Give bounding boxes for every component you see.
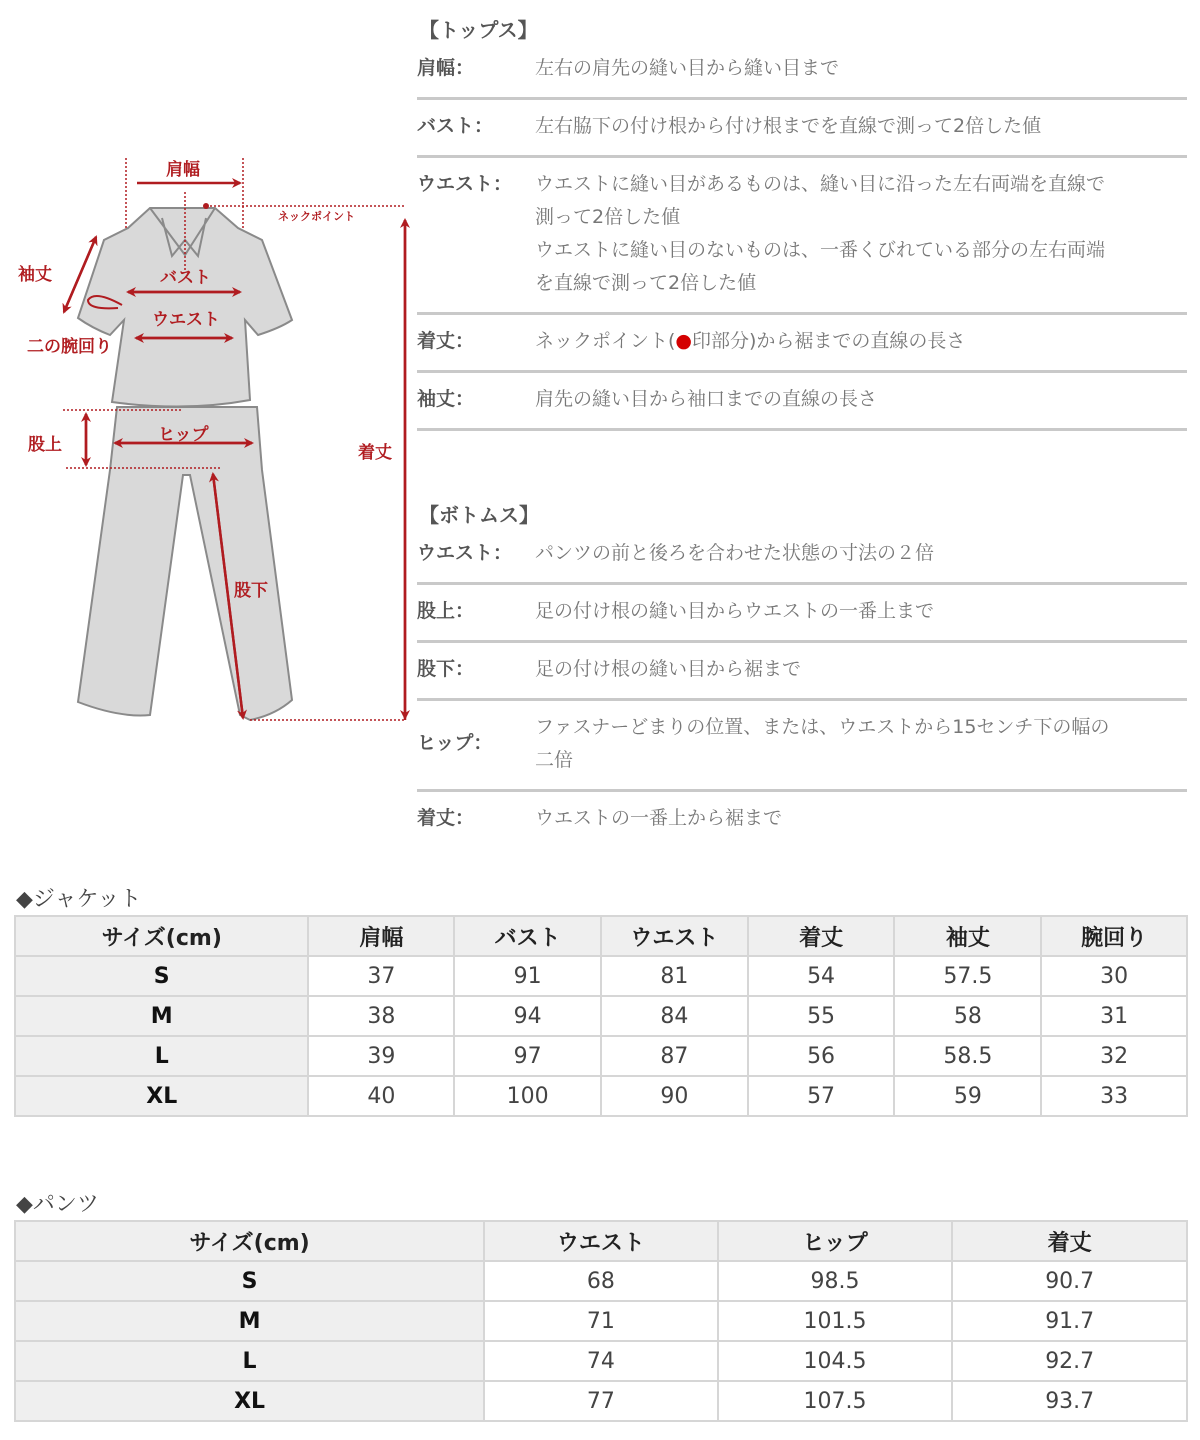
table-row [15, 1036, 1187, 1076]
definition-row [417, 585, 1187, 643]
jacket-table-title: ◆ジャケット [16, 887, 142, 912]
table-cell: 77 [484, 1381, 718, 1421]
definition-term: 肩幅： [417, 57, 475, 79]
column-header: 肩幅 [308, 916, 454, 956]
definition-desc: 肩先の縫い目から袖口までの直線の長さ [535, 388, 878, 410]
garment-illustration [0, 140, 420, 740]
jacket-size-table [14, 915, 1188, 1117]
table-cell: 98.5 [718, 1261, 953, 1301]
table-cell: 39 [308, 1036, 454, 1076]
definition-term: 股下： [417, 658, 475, 680]
table-cell: 97 [454, 1036, 601, 1076]
table-cell: 58.5 [894, 1036, 1041, 1076]
definition-row [417, 701, 1187, 792]
table-cell: 38 [308, 996, 454, 1036]
column-header: 着丈 [748, 916, 895, 956]
tops-section-title: 【トップス】 [419, 18, 538, 42]
definition-desc: 左右脇下の付け根から付け根までを直線で測って2倍した値 [535, 115, 1042, 137]
size-cell: L [15, 1341, 484, 1381]
measurement-definitions [417, 12, 1187, 847]
table-cell: 32 [1041, 1036, 1187, 1076]
definition-desc: ウエストに縫い目があるものは、縫い目に沿った左右両端を直線で 測って2倍した値 ウエストに縫い目のないものは、一番くびれている部分の左右両端 を直線で測って2倍した値 [535, 173, 1106, 294]
table-header-row [15, 1221, 1187, 1261]
table-cell: 56 [748, 1036, 895, 1076]
definition-row [417, 48, 1187, 100]
size-cell: XL [15, 1381, 484, 1421]
table-cell: 40 [308, 1076, 454, 1116]
table-cell: 33 [1041, 1076, 1187, 1116]
table-cell: 54 [748, 956, 895, 996]
definition-row [417, 533, 1187, 585]
label-sleeve: 袖丈 [18, 265, 52, 285]
definition-row [417, 643, 1187, 701]
table-cell: 71 [484, 1301, 718, 1341]
size-cell: S [15, 956, 308, 996]
label-rise: 股上 [28, 435, 62, 455]
table-cell: 58 [894, 996, 1041, 1036]
table-cell: 31 [1041, 996, 1187, 1036]
definition-row [417, 100, 1187, 158]
size-cell: XL [15, 1076, 308, 1116]
table-row [15, 1341, 1187, 1381]
label-waist: ウエスト [152, 310, 220, 330]
definition-desc: 左右の肩先の縫い目から縫い目まで [535, 57, 840, 79]
label-bust: バスト [160, 268, 211, 288]
definition-desc: パンツの前と後ろを合わせた状態の寸法の２倍 [535, 542, 935, 564]
table-cell: 84 [601, 996, 748, 1036]
table-cell: 107.5 [718, 1381, 953, 1421]
table-cell: 91 [454, 956, 601, 996]
column-header: 袖丈 [894, 916, 1041, 956]
definition-row [417, 792, 1187, 847]
definition-desc: 足の付け根の縫い目から裾まで [535, 658, 802, 680]
size-cell: M [15, 1301, 484, 1341]
table-row [15, 1381, 1187, 1421]
table-cell: 57.5 [894, 956, 1041, 996]
pants-table-title: ◆パンツ [16, 1192, 99, 1217]
table-cell: 100 [454, 1076, 601, 1116]
label-upper-arm: 二の腕回り [27, 337, 112, 357]
table-cell: 55 [748, 996, 895, 1036]
size-cell: M [15, 996, 308, 1036]
definition-term: ウエスト： [417, 173, 513, 195]
table-cell: 74 [484, 1341, 718, 1381]
table-cell: 30 [1041, 956, 1187, 996]
table-cell: 90 [601, 1076, 748, 1116]
table-cell: 90.7 [952, 1261, 1187, 1301]
table-cell: 91.7 [952, 1301, 1187, 1341]
definition-row [417, 158, 1187, 315]
definition-desc: ネックポイント(●印部分)から裾までの直線の長さ [535, 330, 966, 352]
size-cell: L [15, 1036, 308, 1076]
column-header: ウエスト [484, 1221, 718, 1261]
definition-desc: ウエストの一番上から裾まで [535, 807, 783, 829]
definition-term: 股上： [417, 600, 475, 622]
definition-desc: 足の付け根の縫い目からウエストの一番上まで [535, 600, 935, 622]
label-neck-point: ネックポイント [278, 210, 355, 223]
column-header: バスト [454, 916, 601, 956]
definition-term: 着丈： [417, 807, 475, 829]
table-header-row [15, 916, 1187, 956]
definition-desc: ファスナーどまりの位置、または、ウエストから15センチ下の幅の 二倍 [535, 716, 1110, 771]
column-header: 腕回り [1041, 916, 1187, 956]
column-header: ヒップ [718, 1221, 953, 1261]
label-inseam: 股下 [234, 581, 268, 601]
table-row [15, 996, 1187, 1036]
definition-term: 袖丈： [417, 388, 475, 410]
column-header: サイズ(cm) [15, 1221, 484, 1261]
definition-term: バスト： [417, 115, 494, 137]
table-row [15, 1076, 1187, 1116]
bottoms-section-title: 【ボトムス】 [419, 503, 539, 527]
label-hip: ヒップ [158, 425, 209, 445]
table-cell: 104.5 [718, 1341, 953, 1381]
size-cell: S [15, 1261, 484, 1301]
measurement-diagram [0, 140, 420, 740]
definition-term: ウエスト： [417, 542, 513, 564]
table-cell: 57 [748, 1076, 895, 1116]
label-length: 着丈 [358, 443, 392, 463]
red-dot-icon: ● [675, 330, 693, 352]
table-cell: 81 [601, 956, 748, 996]
column-header: 着丈 [952, 1221, 1187, 1261]
table-cell: 101.5 [718, 1301, 953, 1341]
table-cell: 59 [894, 1076, 1041, 1116]
table-row [15, 956, 1187, 996]
definition-term: ヒップ： [417, 732, 493, 754]
table-cell: 94 [454, 996, 601, 1036]
pants-shape [78, 407, 292, 720]
pants-size-table [14, 1220, 1188, 1422]
label-shoulder: 肩幅 [166, 160, 200, 180]
table-cell: 68 [484, 1261, 718, 1301]
table-cell: 87 [601, 1036, 748, 1076]
definition-row [417, 373, 1187, 431]
table-cell: 93.7 [952, 1381, 1187, 1421]
table-row [15, 1301, 1187, 1341]
definition-row [417, 315, 1187, 373]
column-header: ウエスト [601, 916, 748, 956]
table-cell: 92.7 [952, 1341, 1187, 1381]
definition-term: 着丈： [417, 330, 475, 352]
table-cell: 37 [308, 956, 454, 996]
column-header: サイズ(cm) [15, 916, 308, 956]
table-row [15, 1261, 1187, 1301]
